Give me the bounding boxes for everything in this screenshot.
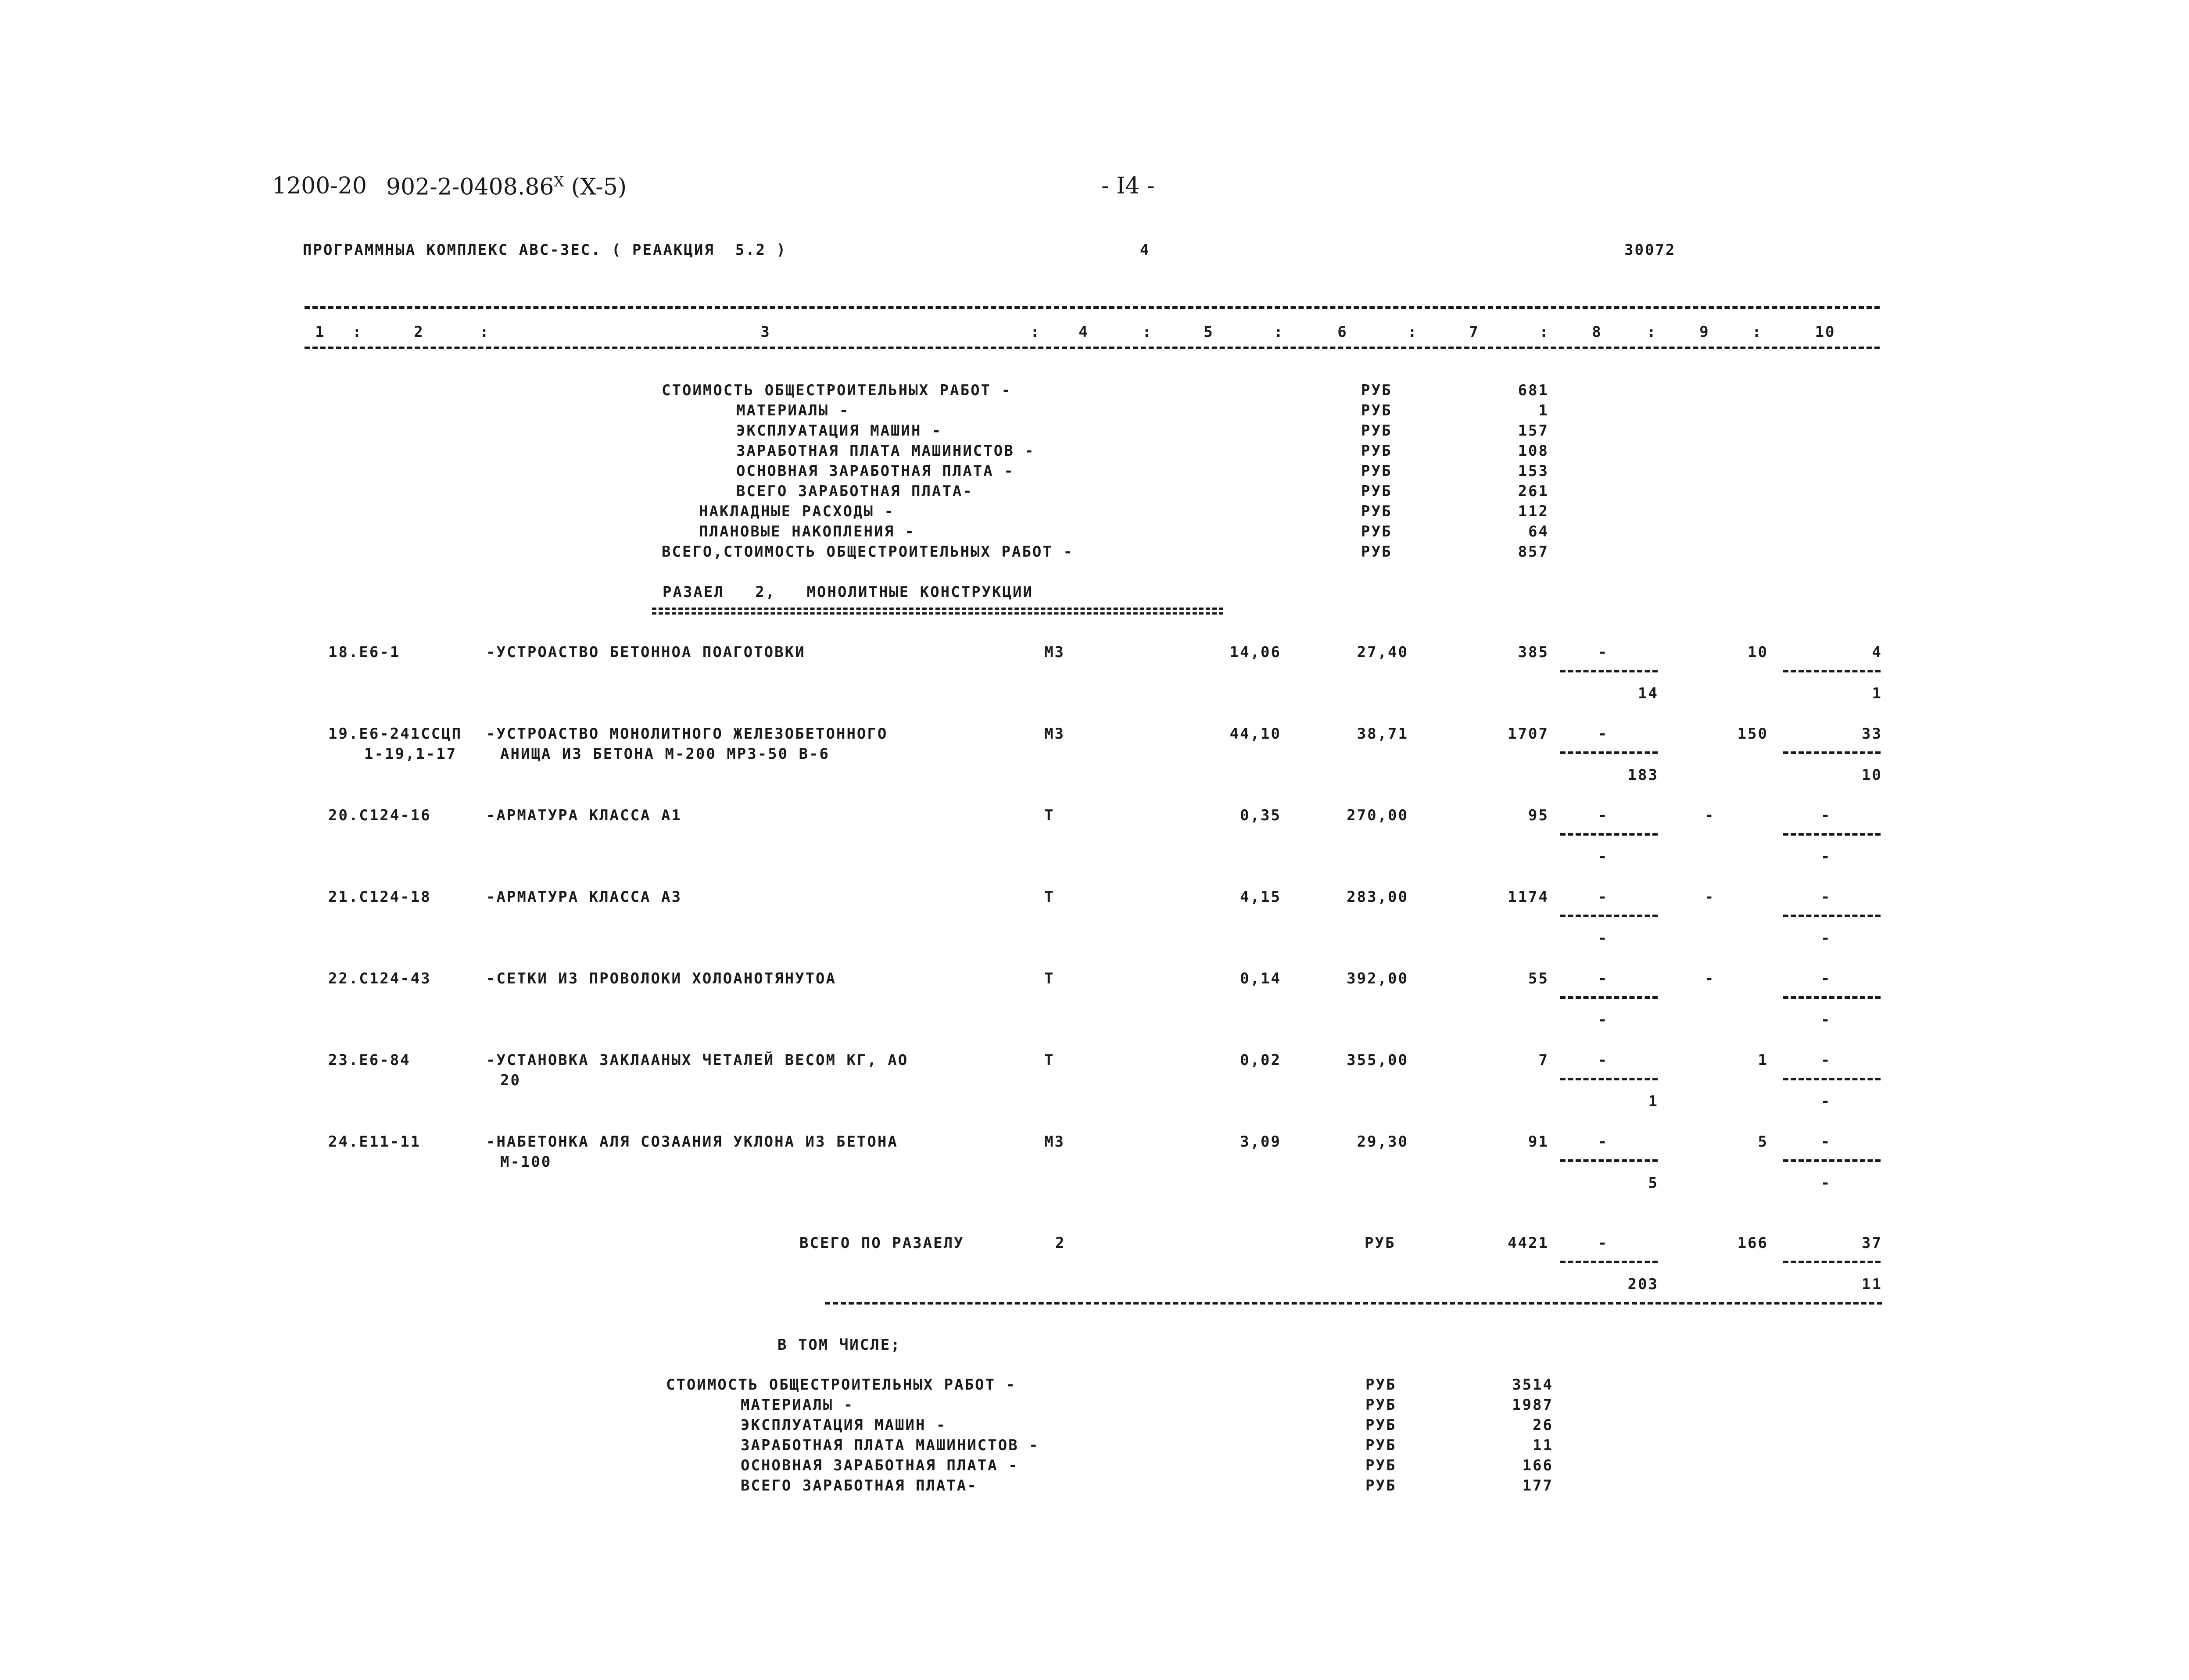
row-code: 22.С124-43 xyxy=(328,970,431,987)
row-unit: М3 xyxy=(1044,643,1065,661)
row-description: -СЕТКИ ИЗ ПРОВОЛОКИ ХОЛОАНОТЯНУТОА xyxy=(486,970,836,987)
row-col10-top: - xyxy=(1821,888,1831,906)
col-header-5: 5 xyxy=(1204,323,1214,341)
row-code: 18.Е6-1 xyxy=(328,643,401,661)
summary-value: 261 xyxy=(1518,483,1549,500)
row-col10-bottom: 1 xyxy=(1872,685,1882,702)
row-unit: Т xyxy=(1044,888,1055,906)
summary-value: 157 xyxy=(1518,422,1549,440)
row-col8-top: - xyxy=(1598,1051,1609,1069)
row-col9: - xyxy=(1705,970,1715,987)
row-unit-price: 38,71 xyxy=(1357,725,1408,743)
row-total: 1174 xyxy=(1508,888,1549,906)
col-sep: : xyxy=(1752,323,1763,341)
row-description-continuation: М-100 xyxy=(500,1153,552,1171)
row-col10-top: - xyxy=(1821,970,1831,987)
row-col10-rule xyxy=(1783,833,1881,836)
summary-label: ЗАРАБОТНАЯ ПЛАТА МАШИНИСТОВ - xyxy=(741,1437,1039,1454)
summary-value: 177 xyxy=(1522,1477,1553,1494)
summary-unit: РУБ xyxy=(1361,483,1392,500)
row-col8-top: - xyxy=(1598,970,1609,987)
summary-value: 108 xyxy=(1518,442,1549,460)
row-col9: 10 xyxy=(1748,643,1768,661)
summary-value: 11 xyxy=(1533,1437,1553,1454)
row-col8-bottom: 183 xyxy=(1627,766,1659,784)
section-title-underline xyxy=(652,608,1223,615)
row-total: 385 xyxy=(1518,643,1549,661)
in-that-number-label: В ТОМ ЧИСЛЕ; xyxy=(777,1336,901,1354)
header-rule-bottom xyxy=(305,347,1880,349)
row-code: 23.Е6-84 xyxy=(328,1051,411,1069)
col-header-6: 6 xyxy=(1337,323,1348,341)
row-unit: Т xyxy=(1044,970,1055,987)
project-code xyxy=(386,175,627,198)
row-code: 24.Е11-11 xyxy=(328,1133,421,1151)
row-col8-rule xyxy=(1560,670,1658,672)
summary-label: ЭКСПЛУАТАЦИЯ МАШИН - xyxy=(741,1416,947,1434)
row-col8-rule xyxy=(1560,915,1658,917)
program-number: 4 xyxy=(1140,241,1150,259)
row-col9: - xyxy=(1705,888,1715,906)
row-description-continuation: АНИЩА ИЗ БЕТОНА М-200 МРЗ-50 В-6 xyxy=(500,745,830,763)
row-col10-rule xyxy=(1783,1078,1881,1080)
page-number: - I4 - xyxy=(1101,173,1155,199)
row-col10-bottom: 10 xyxy=(1862,766,1882,784)
summary-unit: РУБ xyxy=(1361,503,1392,520)
row-col8-top: - xyxy=(1598,888,1609,906)
row-unit-price: 392,00 xyxy=(1347,970,1408,987)
row-col10-bottom: - xyxy=(1821,929,1831,947)
row-col8-rule xyxy=(1560,1078,1658,1080)
row-unit-price: 29,30 xyxy=(1357,1133,1408,1151)
summary-label: ОСНОВНАЯ ЗАРАБОТНАЯ ПЛАТА - xyxy=(736,462,1014,480)
summary-value: 1 xyxy=(1538,402,1549,419)
summary-label: ЭКСПЛУАТАЦИЯ МАШИН - xyxy=(736,422,942,440)
row-total: 95 xyxy=(1528,807,1549,824)
project-code-base: 902-2-0408.86 xyxy=(386,174,554,200)
col-header-7: 7 xyxy=(1469,323,1480,341)
summary-label: СТОИМОСТЬ ОБЩЕСТРОИТЕЛЬНЫХ РАБОТ - xyxy=(666,1376,1016,1394)
row-code: 20.С124-16 xyxy=(328,807,431,824)
program-title: ПРОГРАММНЫА КОМПЛЕКС АВС-ЗЕС. ( РЕААКЦИЯ 5.2 ) xyxy=(303,241,787,259)
row-code: 21.С124-18 xyxy=(328,888,431,906)
row-description: -УСТАНОВКА ЗАКЛААНЫХ ЧЕТАЛЕЙ ВЕСОМ КГ, АО xyxy=(486,1051,909,1069)
col-sep: : xyxy=(480,323,490,341)
row-col10-top: - xyxy=(1821,1133,1831,1151)
section-total-col8-top: - xyxy=(1598,1234,1609,1252)
row-quantity: 0,02 xyxy=(1240,1051,1281,1069)
section-title: РАЗАЕЛ 2, МОНОЛИТНЫЕ КОНСТРУКЦИИ xyxy=(663,583,1033,601)
section-total-col8-bottom: 203 xyxy=(1627,1276,1659,1293)
row-unit-price: 270,00 xyxy=(1347,807,1408,824)
summary-unit: РУБ xyxy=(1361,382,1392,399)
summary-value: 3514 xyxy=(1512,1376,1553,1394)
summary-value: 1987 xyxy=(1512,1396,1553,1414)
row-description: -АРМАТУРА КЛАССА А1 xyxy=(486,807,682,824)
row-col8-top: - xyxy=(1598,1133,1609,1151)
row-unit: М3 xyxy=(1044,1133,1065,1151)
summary-label: СТОИМОСТЬ ОБЩЕСТРОИТЕЛЬНЫХ РАБОТ - xyxy=(662,382,1012,399)
doc-code: 1200-20 xyxy=(272,173,367,199)
row-col9: - xyxy=(1705,807,1715,824)
row-col8-rule xyxy=(1560,1159,1658,1162)
header-rule-top xyxy=(305,306,1880,309)
row-quantity: 3,09 xyxy=(1240,1133,1281,1151)
summary-label: ВСЕГО ЗАРАБОТНАЯ ПЛАТА- xyxy=(736,483,973,500)
row-col9: 1 xyxy=(1758,1051,1768,1069)
row-total: 91 xyxy=(1528,1133,1549,1151)
col-sep: : xyxy=(1408,323,1418,341)
row-col8-bottom: 5 xyxy=(1648,1174,1659,1192)
row-col10-rule xyxy=(1783,915,1881,917)
row-unit: Т xyxy=(1044,1051,1055,1069)
section-total-col8-rule xyxy=(1560,1261,1658,1263)
row-quantity: 0,14 xyxy=(1240,970,1281,987)
summary-value: 26 xyxy=(1533,1416,1553,1434)
row-quantity: 4,15 xyxy=(1240,888,1281,906)
row-col10-rule xyxy=(1783,670,1881,672)
section-total-col9: 166 xyxy=(1737,1234,1768,1252)
col-header-2: 2 xyxy=(414,323,424,341)
row-code-continuation: 1-19,1-17 xyxy=(364,745,457,763)
col-header-9: 9 xyxy=(1699,323,1710,341)
row-col8-top: - xyxy=(1598,725,1609,743)
summary-unit: РУБ xyxy=(1361,422,1392,440)
col-header-1: 1 xyxy=(315,323,326,341)
row-total: 1707 xyxy=(1508,725,1549,743)
row-col10-rule xyxy=(1783,1159,1881,1162)
row-col10-top: - xyxy=(1821,1051,1831,1069)
row-col8-bottom: - xyxy=(1598,929,1609,947)
summary-value: 166 xyxy=(1522,1457,1553,1474)
row-description: -НАБЕТОНКА АЛЯ СОЗААНИЯ УКЛОНА ИЗ БЕТОНА xyxy=(486,1133,898,1151)
summary-unit: РУБ xyxy=(1361,543,1392,561)
col-sep: : xyxy=(1030,323,1041,341)
col-sep: : xyxy=(1274,323,1284,341)
col-sep: : xyxy=(1647,323,1657,341)
section-total-col10-rule xyxy=(1783,1261,1881,1263)
row-description: -АРМАТУРА КЛАССА А3 xyxy=(486,888,682,906)
row-col8-bottom: 1 xyxy=(1648,1093,1659,1110)
row-quantity: 0,35 xyxy=(1240,807,1281,824)
row-code: 19.Е6-241ССЦП xyxy=(328,725,462,743)
row-col8-bottom: 14 xyxy=(1638,685,1659,702)
col-sep: : xyxy=(352,323,363,341)
row-description: -УСТРОАСТВО МОНОЛИТНОГО ЖЕЛЕЗОБЕТОННОГО xyxy=(486,725,888,743)
summary-value: 857 xyxy=(1518,543,1549,561)
row-col8-rule xyxy=(1560,996,1658,999)
row-description: -УСТРОАСТВО БЕТОННОА ПОАГОТОВКИ xyxy=(486,643,806,661)
summary-unit: РУБ xyxy=(1365,1376,1397,1394)
row-unit-price: 355,00 xyxy=(1347,1051,1408,1069)
col-header-3: 3 xyxy=(760,323,771,341)
summary-unit: РУБ xyxy=(1361,442,1392,460)
summary-unit: РУБ xyxy=(1365,1416,1397,1434)
summary-unit: РУБ xyxy=(1365,1396,1397,1414)
row-quantity: 44,10 xyxy=(1229,725,1281,743)
col-sep: : xyxy=(1539,323,1550,341)
row-col8-top: - xyxy=(1598,643,1609,661)
row-col8-bottom: - xyxy=(1598,848,1609,865)
summary-label: НАКЛАДНЫЕ РАСХОДЫ - xyxy=(699,503,895,520)
row-col9: 150 xyxy=(1737,725,1768,743)
row-unit-price: 27,40 xyxy=(1357,643,1408,661)
section-total-unit: РУБ xyxy=(1365,1234,1396,1252)
row-unit-price: 283,00 xyxy=(1347,888,1408,906)
section-total-col10-top: 37 xyxy=(1862,1234,1882,1252)
row-col9: 5 xyxy=(1758,1133,1768,1151)
row-total: 55 xyxy=(1528,970,1549,987)
row-col8-rule xyxy=(1560,833,1658,836)
summary-value: 64 xyxy=(1528,523,1549,540)
summary-unit: РУБ xyxy=(1365,1457,1397,1474)
row-unit: М3 xyxy=(1044,725,1065,743)
summary-unit: РУБ xyxy=(1361,462,1392,480)
section-total-col10-bottom: 11 xyxy=(1862,1276,1882,1293)
summary-value: 112 xyxy=(1518,503,1549,520)
row-col10-rule xyxy=(1783,996,1881,999)
row-quantity: 14,06 xyxy=(1229,643,1281,661)
row-col10-top: 33 xyxy=(1862,725,1882,743)
row-total: 7 xyxy=(1538,1051,1549,1069)
summary-label: ВСЕГО,СТОИМОСТЬ ОБЩЕСТРОИТЕЛЬНЫХ РАБОТ - xyxy=(662,543,1074,561)
summary-value: 153 xyxy=(1518,462,1549,480)
row-col10-bottom: - xyxy=(1821,1174,1831,1192)
summary-label: ВСЕГО ЗАРАБОТНАЯ ПЛАТА- xyxy=(741,1477,978,1494)
row-col8-rule xyxy=(1560,751,1658,754)
summary-unit: РУБ xyxy=(1361,402,1392,419)
section-total-number: 2 xyxy=(1055,1234,1066,1252)
row-description-continuation: 20 xyxy=(500,1072,521,1089)
summary-unit: РУБ xyxy=(1365,1437,1397,1454)
section-total-value: 4421 xyxy=(1508,1234,1549,1252)
summary-unit: РУБ xyxy=(1365,1477,1397,1494)
section-total-label: ВСЕГО ПО РАЗАЕЛУ xyxy=(799,1234,964,1252)
row-col8-top: - xyxy=(1598,807,1609,824)
row-col10-top: 4 xyxy=(1872,643,1882,661)
summary-label: МАТЕРИАЛЫ - xyxy=(741,1396,854,1414)
row-col10-top: - xyxy=(1821,807,1831,824)
row-col10-bottom: - xyxy=(1821,848,1831,865)
summary-label: МАТЕРИАЛЫ - xyxy=(736,402,850,419)
program-code: 30072 xyxy=(1624,241,1676,259)
row-col8-bottom: - xyxy=(1598,1011,1609,1029)
row-col10-rule xyxy=(1783,751,1881,754)
row-unit: Т xyxy=(1044,807,1055,824)
summary-unit: РУБ xyxy=(1361,523,1392,540)
row-col10-bottom: - xyxy=(1821,1093,1831,1110)
summary-value: 681 xyxy=(1518,382,1549,399)
col-header-4: 4 xyxy=(1078,323,1089,341)
col-header-8: 8 xyxy=(1592,323,1602,341)
summary-label: ЗАРАБОТНАЯ ПЛАТА МАШИНИСТОВ - xyxy=(736,442,1035,460)
project-variant: (X-5) xyxy=(571,174,627,200)
col-sep: : xyxy=(1142,323,1153,341)
summary-label: ОСНОВНАЯ ЗАРАБОТНАЯ ПЛАТА - xyxy=(741,1457,1019,1474)
row-col10-bottom: - xyxy=(1821,1011,1831,1029)
summary-label: ПЛАНОВЫЕ НАКОПЛЕНИЯ - xyxy=(699,523,915,540)
project-code-superscript: X xyxy=(554,173,564,190)
section-total-rule xyxy=(825,1302,1882,1305)
col-header-10: 10 xyxy=(1815,323,1836,341)
